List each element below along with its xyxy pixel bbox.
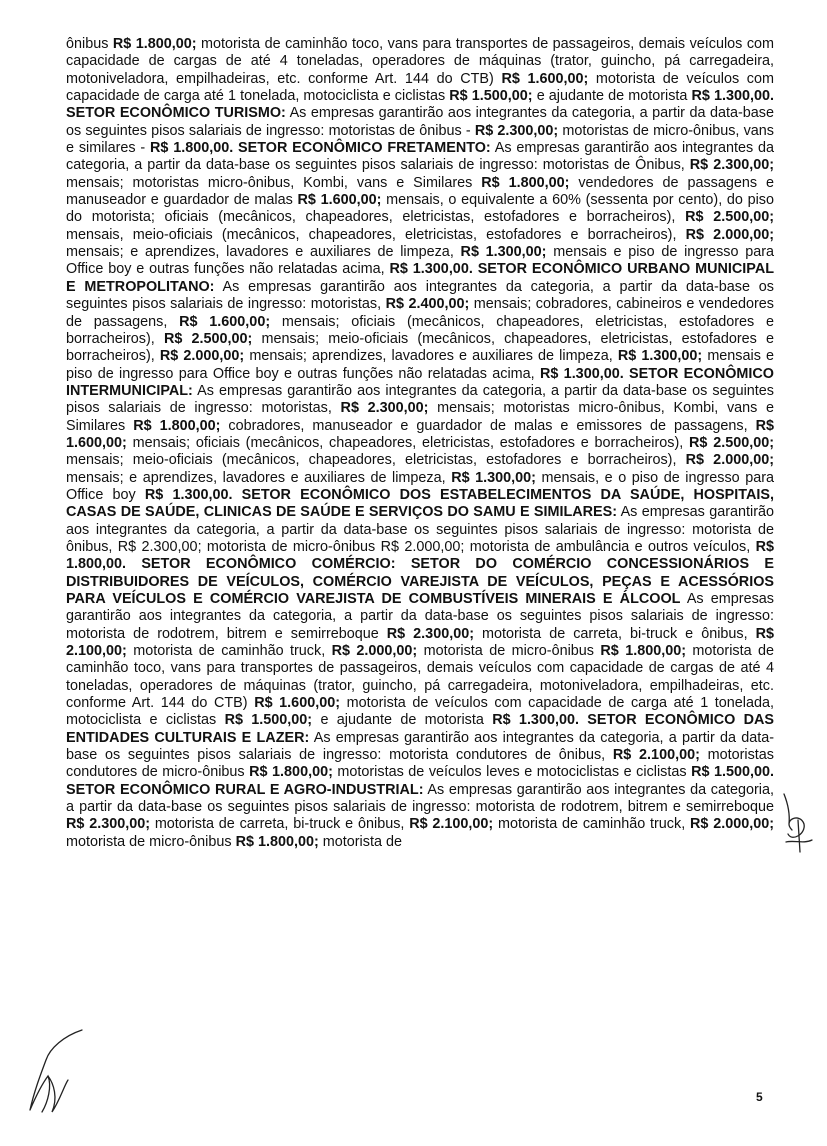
bold-text-segment: R$ 1.300,00. SETOR ECONÔMICO TURISMO:: [66, 88, 775, 122]
text-segment: motorista de carreta, bi-truck e ônibus,: [150, 816, 410, 833]
text-segment: As empresas garantirão aos integrantes da categoria, a partir da data-base os seguintes pisos salariais de ingresso: motoristas de ônibus -: [66, 105, 775, 139]
handwritten-initials-left: [24, 1026, 84, 1116]
body-paragraph: [66, 36, 774, 851]
text-segment: motorista de carreta, bi-truck e ônibus,: [474, 625, 756, 642]
text-segment: motorista de caminhão truck,: [493, 816, 691, 833]
handwritten-initials-right: [778, 790, 818, 860]
bold-text-segment: R$ 2.300,00;: [386, 625, 474, 642]
bold-text-segment: R$ 1.800,00;: [235, 833, 319, 850]
text-segment: motorista de caminhão toco, vans para transportes de passageiros, demais veículos com capacidade de cargas de até 4 toneladas, operadores de máquinas (trator, guincho, pá carregadeira, motoniveladora, empilhadeiras, etc. conforme Art. 144 do CTB): [66, 36, 775, 87]
text-segment: As empresas garantirão aos integrantes da categoria, a partir da data-base os seguintes pisos salariais de ingresso: motoristas,: [66, 278, 774, 313]
text-segment: motorista de: [318, 833, 402, 850]
text-segment: mensais; cobradores, cabineiros e vendedores de passagens,: [66, 296, 775, 330]
bold-text-segment: R$ 1.800,00. SETOR ECONÔMICO COMÉRCIO: SETOR DO COMÉRCIO CONCESSIONÁRIOS E DISTRIBUIDORES DE VEÍCULOS, COMÉRCIO VAREJISTA DE VEÍCULOS, PEÇAS E ACESSÓRIOS PARA VEÍCULOS E COMÉRCIO VAREJISTA DE COMBUSTÍVEIS MINERAIS E ÁLCOOL: [66, 538, 774, 607]
bold-text-segment: R$ 2.300,00;: [340, 400, 429, 417]
bold-text-segment: R$ 1.600,00;: [297, 192, 382, 209]
bold-text-segment: R$ 1.500,00;: [224, 712, 313, 729]
bold-text-segment: R$ 2.300,00;: [66, 816, 151, 833]
text-segment: As empresas garantirão aos integrantes da categoria, a partir da data-base os seguintes pisos salariais de ingresso: motorista de rodotrem, bitrem e semirreboque: [66, 781, 774, 816]
text-segment: ônibus: [66, 36, 113, 52]
text-segment: vendedores de passagens e manuseador e guardador de malas: [66, 174, 774, 209]
text-segment: motorista de micro-ônibus: [66, 833, 236, 850]
bold-text-segment: R$ 1.600,00;: [179, 313, 271, 330]
bold-text-segment: R$ 2.100,00;: [409, 816, 494, 833]
text-segment: mensais e piso de ingresso para Office boy e outras funções não relatadas acima,: [66, 244, 775, 278]
bold-text-segment: R$ 2.100,00;: [612, 747, 700, 764]
bold-text-segment: R$ 2.000,00;: [331, 643, 418, 660]
bold-text-segment: R$ 2.500,00;: [163, 330, 253, 347]
bold-text-segment: R$ 2.300,00;: [474, 122, 559, 139]
bold-text-segment: R$ 1.600,00;: [501, 70, 589, 87]
text-segment: mensais; meio-oficiais (mecânicos, chapeadores, eletricistas, estofadores e borracheiros),: [66, 452, 686, 469]
bold-text-segment: R$ 2.100,00;: [66, 625, 775, 660]
bold-text-segment: R$ 2.000,00;: [685, 226, 774, 243]
text-segment: motorista de veículos com capacidade de carga até 1 tonelada, motociclista e ciclistas: [66, 695, 775, 729]
bold-text-segment: R$ 1.500,00. SETOR ECONÔMICO RURAL E AGRO-INDUSTRIAL:: [66, 764, 775, 798]
bold-text-segment: R$ 1.800,00;: [112, 36, 197, 52]
text-segment: motorista de micro-ônibus: [417, 643, 601, 660]
bold-text-segment: R$ 2.000,00;: [159, 348, 245, 365]
bold-text-segment: R$ 1.300,00. SETOR ECONÔMICO URBANO MUNICIPAL E METROPOLITANO:: [66, 261, 774, 295]
text-segment: mensais; e aprendizes, lavadores e auxiliares de limpeza,: [66, 244, 461, 261]
text-segment: As empresas garantirão aos integrantes da categoria, a partir da data-base os seguintes pisos salariais de ingresso: motorista de rodotrem, bitrem e semirreboque: [66, 591, 774, 642]
text-segment: motorista de veículos com capacidade de carga até 1 tonelada, motociclista e ciclistas: [66, 70, 774, 105]
text-segment: e ajudante de motorista: [312, 712, 493, 729]
bold-text-segment: R$ 1.800,00. SETOR ECONÔMICO FRETAMENTO:: [150, 140, 491, 157]
text-segment: cobradores, manuseador e guardador de malas e emissores de passagens,: [220, 417, 756, 434]
bold-text-segment: R$ 1.300,00. SETOR ECONÔMICO DOS ESTABELECIMENTOS DA SAÚDE, HOSPITAIS, CASAS DE SAÚDE, CLINICAS DE SAÚDE E SERVIÇOS DO SAMU E SIMILARES:: [66, 486, 774, 521]
page-number: 5: [756, 1090, 763, 1104]
bold-text-segment: R$ 1.800,00;: [133, 417, 221, 434]
text-segment: mensais; oficiais (mecânicos, chapeadores, eletricistas, estofadores e borracheiros),: [66, 313, 774, 347]
bold-text-segment: R$ 2.000,00;: [690, 816, 775, 833]
bold-text-segment: R$ 2.500,00;: [685, 209, 775, 226]
text-segment: mensais, meio-oficiais (mecânicos, chapeadores, eletricistas, estofadores e borracheiros),: [66, 226, 686, 243]
bold-text-segment: R$ 1.800,00;: [481, 174, 570, 191]
bold-text-segment: R$ 2.300,00;: [689, 157, 775, 174]
text-segment: motorista de caminhão truck,: [126, 643, 332, 660]
bold-text-segment: R$ 2.500,00;: [689, 434, 775, 451]
bold-text-segment: R$ 1.300,00. SETOR ECONÔMICO DAS ENTIDADES CULTURAIS E LAZER:: [66, 712, 774, 746]
text-segment: e ajudante de motorista: [532, 88, 692, 105]
text-segment: mensais; motoristas micro-ônibus, Kombi, vans e Similares: [66, 174, 482, 191]
bold-text-segment: R$ 1.800,00;: [249, 764, 333, 781]
bold-text-segment: R$ 1.300,00;: [451, 469, 536, 486]
text-segment: mensais, e o piso de ingresso para Office boy: [66, 469, 775, 503]
text-segment: motoristas condutores de micro-ônibus: [66, 747, 775, 781]
bold-text-segment: R$ 1.300,00;: [460, 244, 547, 261]
text-segment: As empresas garantirão aos integrantes da categoria, a partir da data-base os seguintes pisos salariais de ingresso: motorista condutores de ônibus,: [66, 729, 775, 764]
bold-text-segment: R$ 1.800,00;: [600, 643, 686, 660]
bold-text-segment: R$ 1.600,00;: [254, 695, 340, 712]
text-segment: motoristas de micro-ônibus, vans e similares -: [66, 122, 774, 157]
text-segment: mensais; oficiais (mecânicos, chapeadores, eletricistas, estofadores e borracheiros),: [126, 434, 690, 451]
text-segment: As empresas garantirão aos integrantes da categoria, a partir da data-base os seguintes pisos salariais de ingresso: motoristas,: [66, 382, 774, 417]
text-segment: mensais; motoristas micro-ônibus, Kombi, vans e Similares: [66, 400, 775, 434]
text-segment: mensais e piso de ingresso para Office boy e outras funções não relatadas acima,: [66, 348, 775, 382]
text-segment: mensais, o equivalente a 60% (sessenta por cento), do piso do motorista; oficiais (mecânicos, chapeadores, eletricistas, estofadores e borracheiros),: [66, 192, 775, 226]
text-segment: motorista de caminhão toco, vans para transportes de passageiros, demais veículos com capacidade de cargas de até 4 toneladas, operadores de máquinas (trator, guincho, pá carregadeira, motoniveladora, empilhadeiras, etc. conforme Art. 144 do CTB): [66, 643, 774, 712]
bold-text-segment: R$ 1.500,00;: [449, 88, 533, 105]
bold-text-segment: R$ 2.000,00;: [685, 452, 774, 469]
text-segment: motoristas de veículos leves e motociclistas e ciclistas: [332, 764, 692, 781]
text-segment: mensais; e aprendizes, lavadores e auxiliares de limpeza,: [66, 469, 452, 486]
bold-text-segment: R$ 1.300,00. SETOR ECONÔMICO INTERMUNICIPAL:: [66, 365, 774, 399]
bold-text-segment: R$ 1.600,00;: [66, 417, 775, 451]
text-segment: As empresas garantirão aos integrantes da categoria, a partir da data-base os seguintes pisos salariais de ingresso: motoristas de Ônibus,: [66, 140, 775, 174]
text-segment: As empresas garantirão aos integrantes da categoria, a partir da data-base os seguintes pisos salariais de ingresso: motorista de ônibus, R$ 2.300,00; motorista de micro-ônibus R$ 2.000,00; motorista de ambulância e outros veículos,: [66, 504, 775, 555]
bold-text-segment: R$ 2.400,00;: [385, 296, 470, 313]
bold-text-segment: R$ 1.300,00;: [617, 348, 703, 365]
text-segment: mensais; aprendizes, lavadores e auxiliares de limpeza,: [244, 348, 618, 365]
text-segment: mensais; meio-oficiais (mecânicos, chapeadores, eletricistas, estofadores e borracheiros),: [66, 330, 774, 365]
